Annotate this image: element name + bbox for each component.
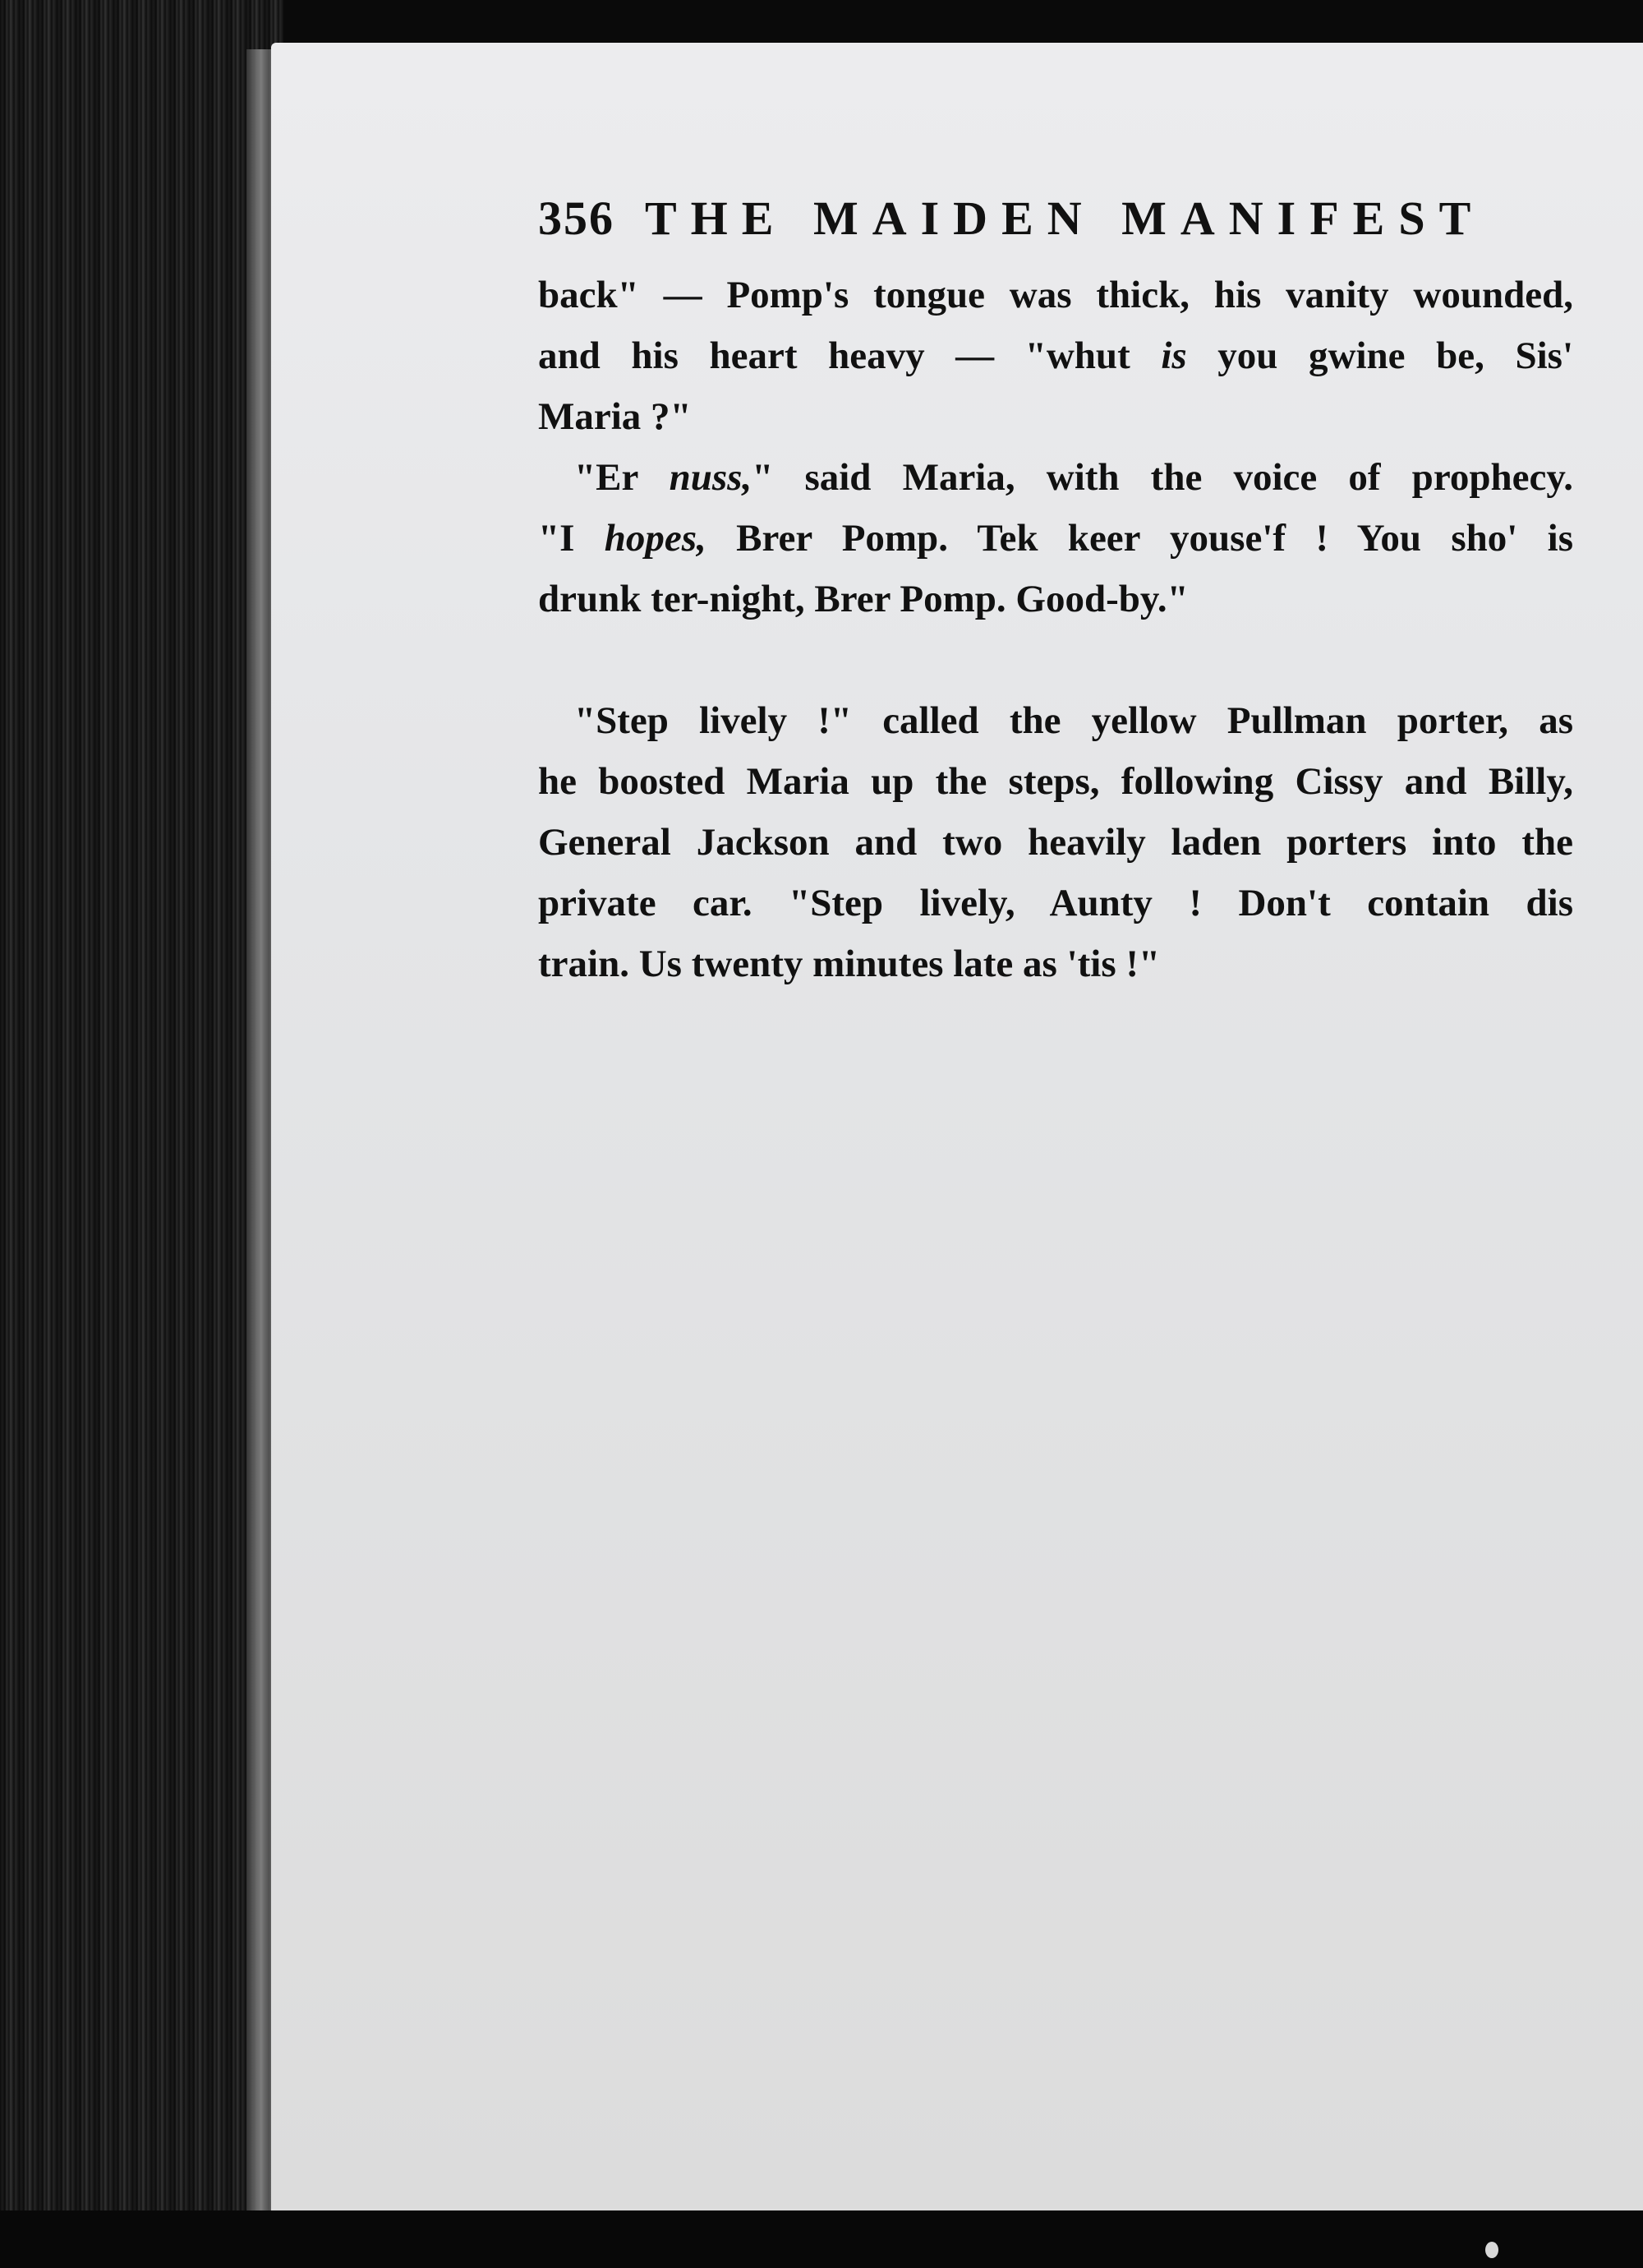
text-line: "Er nuss," said Maria, with the voice of prophecy. [574,456,1573,499]
paragraph-2 [538,447,1573,629]
italic-word: hopes, [604,517,706,560]
text-line: drunk ter-night, Brer Pomp. Good-by." [538,578,1189,620]
text-line: "I hopes, Brer Pomp. Tek keer youse'f ! You sho' is [538,517,1573,560]
page-text-block [538,191,1573,994]
paragraph-1 [538,265,1573,447]
text-line: and his heart heavy — "whut is you gwine be, Sis' [538,334,1573,377]
page-number: 356 [538,191,614,245]
section-break [538,629,1573,690]
text-line: Maria ?" [538,395,692,438]
paragraph-3 [538,690,1573,994]
scan-speck [1485,2242,1498,2258]
text-line: back" — Pomp's tongue was thick, his vanity wounded, [538,274,1573,316]
text-line: he boosted Maria up the steps, following Cissy and Billy, [538,760,1573,803]
running-title: THE MAIDEN MANIFEST [645,191,1485,245]
text-line: General Jackson and two heavily laden porters into the [538,821,1573,864]
page-header [538,191,1573,261]
italic-word: is [1161,334,1187,377]
text-line: "Step lively !" called the yellow Pullman porter, as [574,699,1573,742]
book-binding-strip [0,0,283,2268]
scan-bottom-border [0,2210,1643,2268]
text-line: private car. "Step lively, Aunty ! Don't contain dis [538,882,1573,924]
text-line: train. Us twenty minutes late as 'tis !" [538,943,1161,985]
italic-word: nuss, [669,456,752,499]
